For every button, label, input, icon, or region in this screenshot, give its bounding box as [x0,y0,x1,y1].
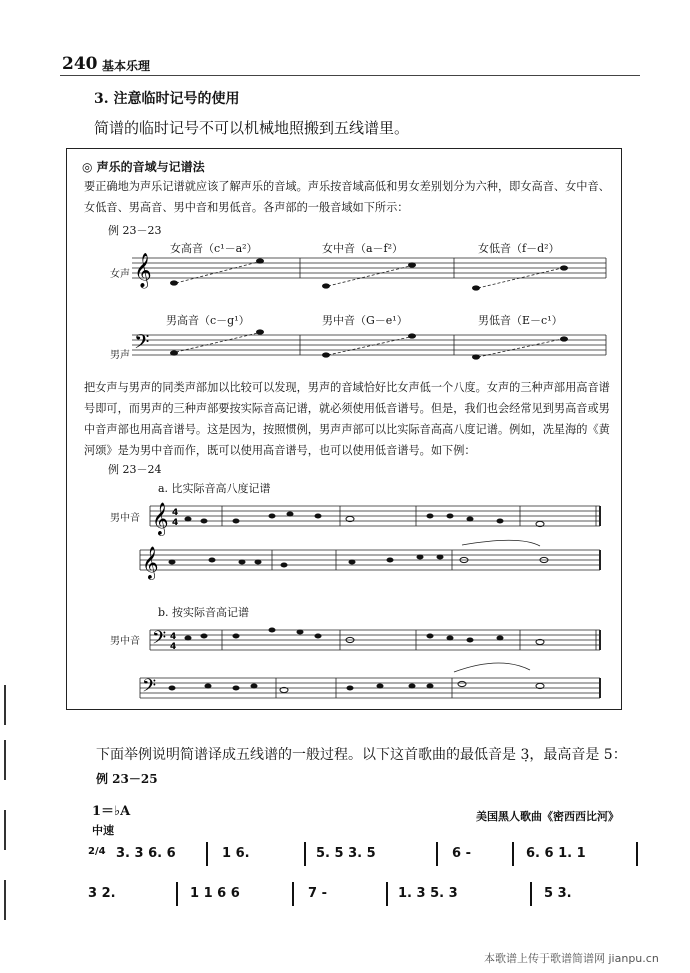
jianpu-measure: 3 2. [88,886,116,901]
box-title: ◎ 声乐的音域与记谱法 [82,160,205,174]
barline [304,842,306,866]
book-title: 基本乐理 [102,59,151,73]
jianpu-time-signature: 2/4 [88,846,106,857]
section-heading: 3. 注意临时记号的使用 [94,91,240,107]
barline [636,842,638,866]
svg-text:𝄢: 𝄢 [142,676,157,701]
svg-text:𝄢: 𝄢 [134,330,150,358]
example-label-2: 例 23－24 [108,463,162,476]
page-number: 240 [62,54,98,74]
example-label-1: 例 23－23 [108,224,162,237]
range-label-bass: 男低音（E－c¹） [478,314,563,327]
barline [386,882,388,906]
jianpu-measure: 6 - [452,846,471,861]
svg-text:4: 4 [170,632,177,642]
jianpu-measure: 5 3. [544,886,572,901]
range-label-baritone: 男中音（G－e¹） [322,314,408,327]
jianpu-measure: 5. 5 3. 5 [316,846,376,861]
svg-text:4: 4 [172,508,179,518]
barline [292,882,294,906]
range-label-tenor: 男高音（c－g¹） [166,314,250,327]
caption-a: a. 比实际音高八度记谱 [158,482,271,495]
lower-paragraph: 下面举例说明简谱译成五线谱的一般过程。以下这首歌曲的最低音是 3̣，最高音是 5： [96,747,627,763]
svg-text:𝄞: 𝄞 [134,253,152,288]
svg-text:4: 4 [172,518,179,528]
song-source: 美国黑人歌曲《密西西比河》 [476,810,619,823]
barline [436,842,438,866]
example-label-3: 例 23－25 [96,772,158,786]
staff-label-baritone-a: 男中音 [110,513,140,524]
barline [206,842,208,866]
staff-label-baritone-b: 男中音 [110,636,140,647]
barline [512,842,514,866]
jianpu-measure: 3. 3 6. 6 [116,846,176,861]
jianpu-measure: 1. 3 5. 3 [398,886,458,901]
range-label-mezzo: 女中音（a－f²） [322,242,404,255]
box-paragraph-1: 要正确地为声乐记谱就应该了解声乐的音域。声乐按音域高低和男女差别划分为六种，即女高音、女中音、女低音、男高音、男中音和男低音。各声部的一般音域如下所示： [84,180,610,214]
svg-text:4: 4 [170,642,177,652]
jianpu-measure: 1 1 6 6 [190,886,240,901]
svg-text:𝄞: 𝄞 [142,546,159,579]
jianpu-measure: 6. 6 1. 1 [526,846,586,861]
staff-label-male: 男声 [110,350,130,361]
caption-b: b. 按实际音高记谱 [158,606,250,619]
range-label-alto: 女低音（f－d²） [478,242,560,255]
svg-text:𝄢: 𝄢 [152,628,167,653]
jianpu-measure: 1 6. [222,846,250,861]
range-label-soprano: 女高音（c¹－a²） [170,242,258,255]
section-intro: 简谱的临时记号不可以机械地照搬到五线谱里。 [94,119,410,137]
key-signature: 1＝♭A [92,804,131,819]
barline [530,882,532,906]
box-paragraph-2: 把女声与男声的同类声部加以比较可以发现，男声的音域恰好比女声低一个八度。女声的三种声部用高音谱号即可，而男声的三种声部要按实际音高记谱，就必须使用低音谱号。但是，我们也会经常见到男高音或男中音声部也用高音谱号。这是因为，按照惯例，男声声部可以比实际音高高八度记谱。例如，冼星海的《黄河颂》是为男中音而作，既可以使用高音谱号，也可以使用低音谱号。如下例： [84,381,610,457]
svg-text:𝄞: 𝄞 [152,502,169,535]
tempo-marking: 中速 [92,824,114,837]
watermark: 本歌谱上传于歌谱简谱网 jianpu.cn [484,952,659,965]
barline [176,882,178,906]
staff-label-female: 女声 [110,269,130,280]
jianpu-measure: 7 - [308,886,327,901]
